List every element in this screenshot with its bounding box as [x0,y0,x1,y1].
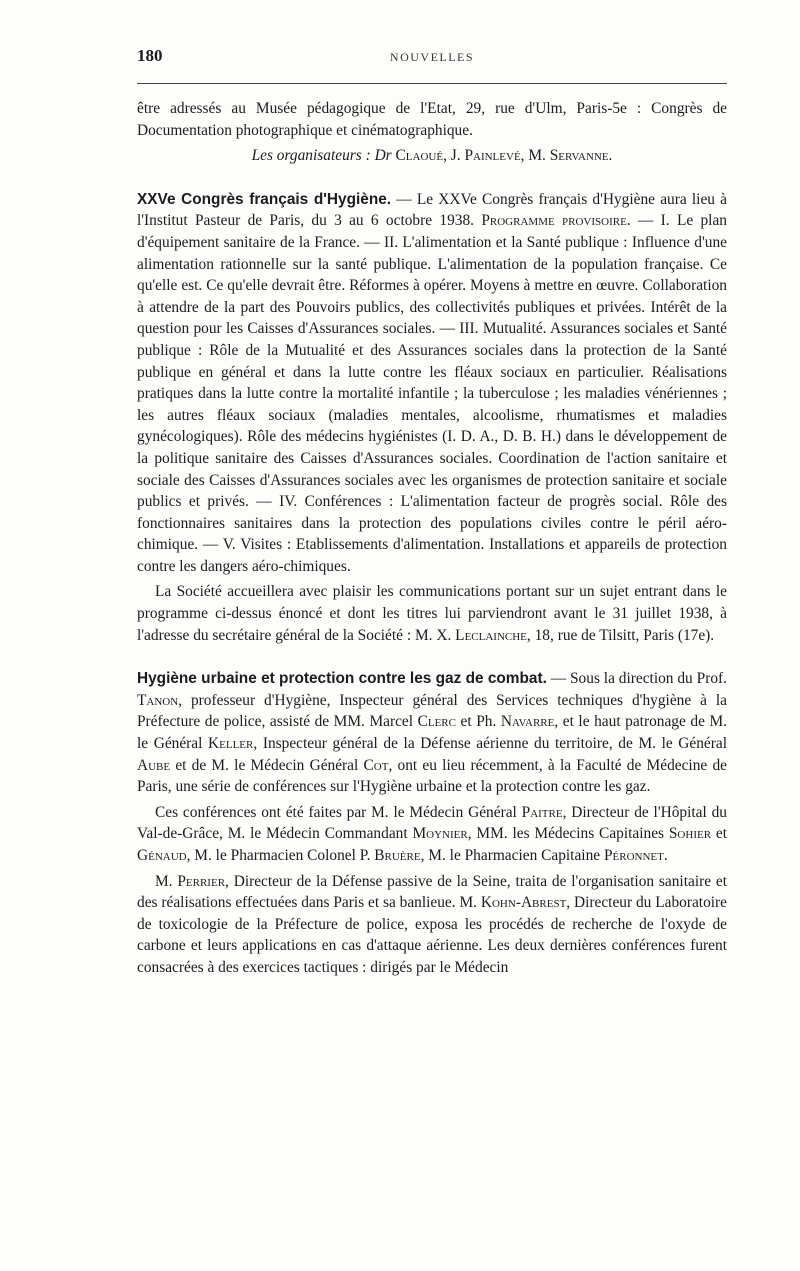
intro-paragraph: être adressés au Musée pédagogique de l'Etat, 29, rue d'Ulm, Paris-5e : Congrès de Documentation photographique et cinématographique. [137,100,727,139]
perrier-paragraph: M. Perrier, Directeur de la Défense passive de la Seine, traita de l'organisation sanitaire et des réalisations effectuées dans Paris et sa banlieue. M. Kohn-Abrest, Directeur du Laboratoire de toxicologie de la Préfecture de police, exposa les procédés de recherche de l'oxyde de carbone et leurs applications en cas d'attaque aérienne. Les deux dernières conférences furent consacrées à des exercices tactiques : dirigés par le Médecin [137,872,728,976]
program-label: Programme provisoire. [481,212,631,230]
lecturers-paragraph: Ces conférences ont été faites par M. le Médecin Général Paitre, Directeur de l'Hôpital du Val-de-Grâce, M. le Médecin Commandant Moynier, MM. les Médecins Capitaines Sohier et Génaud, M. le Pharmacien Colonel P. Bruère, M. le Pharmacien Capitaine Péronnet. [137,803,727,864]
running-title: NOUVELLES [389,50,475,64]
hygiene-congress-paragraph [137,189,727,578]
urban-p1-body: — Sous la direction du Prof. Tanon, professeur d'Hygiène, Inspecteur général des Services techniques d'hygiène à la Préfecture de police, assisté de MM. Marcel Clerc et Ph. Navarre, et le haut patronage de M. le Général Keller, Inspecteur général de la Défense aérienne du territoire, de M. le Général Aube et de M. le Médecin Général Cot, ont eu lieu récemment, à la Faculté de Médecine de Paris, une série de conférences sur l'Hygiène urbaine et la protection contre les gaz. [137,670,727,796]
page-number: 180 [137,46,163,65]
person-name: Aube [137,756,171,774]
person-name: Paitre [521,803,563,821]
person-name: Génaud [137,847,187,864]
header-rule [137,83,727,84]
person-name: Tanon [137,691,179,709]
section-heading-congress: XXVe Congrès français d'Hygiène. [137,190,392,208]
person-name: Navarre [500,713,555,731]
congress-lead: — Le XXVe Congrès français d'Hygiène aura lieu à l'Institut Pasteur de Paris, du 3 au 6 octobre 1938. [137,190,727,230]
person-name: Perrier [177,872,226,890]
page-header [137,46,727,74]
person-name: Sohier [668,825,712,843]
secretary-address: , 18, rue de Tilsitt, Paris (17e). [526,626,715,644]
person-name: Kohn-Abrest [480,894,567,912]
person-name: Clerc [417,713,456,731]
article-body [137,98,727,983]
signature [137,145,727,167]
section-heading-urban: Hygiène urbaine et protection contre les gaz de combat. [137,670,547,688]
signature-names: Claoué, J. Painlevé, M. Servanne. [395,147,613,165]
secretary-name: Leclainche [455,626,527,644]
person-name: Keller [208,735,254,753]
program-text: — I. Le plan d'équipement sanitaire de la France. — II. L'alimentation et la Santé publique : Influence d'une alimentation rationnelle sur la santé publique. L'alimentation de la population française. Ce qu'elle est. Ce qu'elle devrait être. Réformes à opérer. Moyens à mettre en œuvre. Collaboration à attendre de la part des Pouvoirs publics, des collectivités publiques et privées. Intérêt de la question pour les Caisses d'Assurances sociales. — III. Mutualité. Assurances sociales et Santé publique : Rôle de la Mutualité et des Assurances sociales dans la protection de la Santé publique en général et dans la lutte contre les fléaux sociaux en particulier. Réalisations pratiques dans la lutte contre la mortalité infantile ; la tuberculose ; les maladies vénériennes ; les autres fléaux sociaux (maladies mentales, alcoolisme, rhumatismes et maladies gynécologiques). Rôle des médecins hygiénistes (I. D. A., D. B. H.) dans le développement de la politique sanitaire des Caisses d'Assurances sociales. Coordination de l'action sanitaire et sociale des Caisses d'Assurances sociales avec les organismes de protection sanitaire et sociale publics et privés. — IV. Conférences : L'alimentation facteur de progrès social. Rôle des fonctionnaires sanitaires dans la protection des populations civiles contre le péril aéro-chimique. — V. Visites : Etablissements d'alimentation. Installations et appareils de protection contre les dangers aéro-chimiques. [137,212,727,575]
urban-hygiene-paragraph [137,668,727,798]
person-name: Péronnet [603,847,664,864]
communications-text: La Société accueillera avec plaisir les communications portant sur un sujet entrant dans le programme ci-dessus énoncé et dont les titres lui parviendront avant le 31 juillet 1938, à l'adresse du secrétaire général de la Société : M. X. [137,583,727,644]
person-name: Bruère [374,847,421,864]
signature-prefix: Les organisateurs : Dr [251,147,392,165]
communications-paragraph [137,581,727,646]
person-name: Moynier [412,825,468,843]
person-name: Cot [363,756,389,774]
